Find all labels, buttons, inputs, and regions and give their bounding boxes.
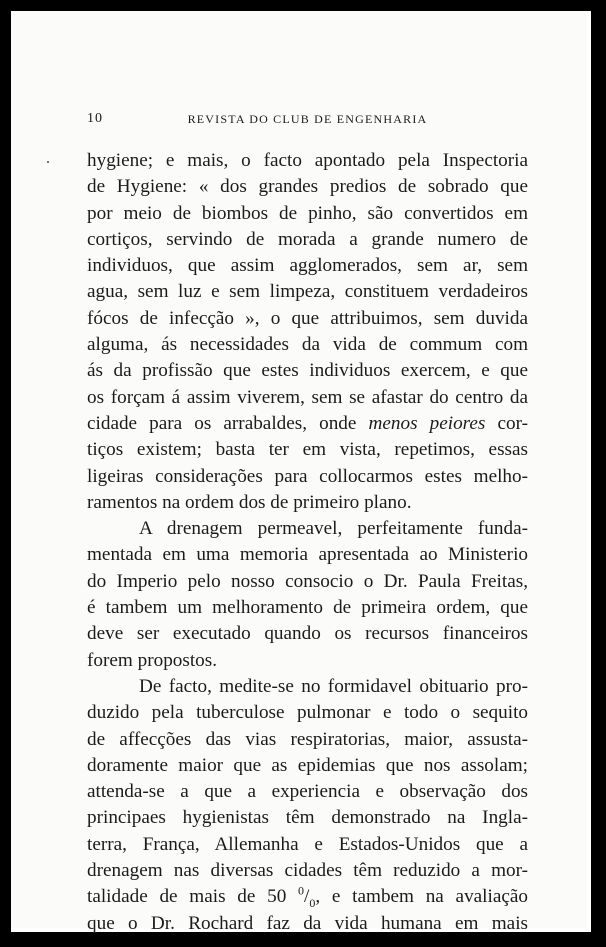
running-title: REVISTA DO CLUB DE ENGENHARIA	[187, 112, 428, 126]
text-line: cortiços, servindo de morada a grande numero de	[87, 228, 528, 250]
paper-speck	[47, 161, 49, 163]
paragraph	[87, 148, 528, 516]
text-line: de affecções das vias respiratorias, maior, assusta-	[87, 728, 528, 750]
book-page	[11, 11, 591, 932]
text-line: de Hygiene: « dos grandes predios de sobrado que	[87, 176, 528, 198]
italic-phrase: menos peiores	[368, 412, 486, 434]
text-line: os forçam á assim viverem, sem se afastar do centro da	[87, 386, 528, 408]
text-line: ligeiras considerações para collocarmos estes melho-	[87, 465, 528, 487]
text-line: individuos, que assim agglomerados, sem ar, sem	[87, 255, 528, 277]
text-line: mentada em uma memoria apresentada ao Ministerio	[87, 544, 528, 566]
text-line	[87, 411, 528, 437]
text-line: attenda-se a que a experiencia e observação dos	[87, 781, 528, 803]
text-line: doramente maior que as epidemias que nos assolam;	[87, 754, 528, 776]
text-line: que o Dr. Rochard faz da vida humana em mais	[87, 912, 528, 934]
text-segment: cor-	[497, 412, 529, 434]
text-line: alguma, ás necessidades da vida de commum com	[87, 334, 528, 356]
text-line: fócos de infecção », o que attribuimos, sem duvida	[87, 307, 528, 329]
paragraph	[87, 516, 528, 674]
percent-sign-bottom: 0	[309, 896, 316, 911]
text-segment: , e tambem na avaliação	[315, 886, 528, 908]
text-line: deve ser executado quando os recursos financeiros	[87, 623, 528, 645]
text-line: duzido pela tuberculose pulmonar e todo o sequito	[87, 702, 528, 724]
text-line: ramentos na ordem dos de primeiro plano.	[87, 491, 412, 513]
text-line: hygiene; e mais, o facto apontado pela Inspectoria	[87, 150, 528, 171]
text-segment: talidade de mais de 50	[87, 886, 287, 908]
text-line: forem propostos.	[87, 649, 218, 671]
text-line: por meio de biombos de pinho, são convertidos em	[87, 202, 528, 224]
page-number: 10	[87, 111, 103, 126]
text-line: A drenagem permeavel, perfeitamente funda-	[139, 518, 528, 540]
text-line: agua, sem luz e sem limpeza, constituem verdadeiros	[87, 281, 528, 303]
page-header	[87, 111, 528, 131]
text-line: do Imperio pelo nosso consocio o Dr. Paula Freitas,	[87, 570, 528, 592]
body-text	[87, 148, 528, 937]
text-line: De facto, medite-se no formidavel obituario pro-	[139, 675, 528, 697]
paragraph	[87, 674, 528, 937]
text-line: é tambem um melhoramento de primeira ordem, que	[87, 597, 528, 619]
text-line: tiços existem; basta ter em vista, repetimos, essas	[87, 439, 528, 461]
text-segment: cidade para os arrabaldes, onde	[87, 412, 357, 434]
text-line: talidade de mais de 50 $^0/_0$, e tambem na avaliação	[87, 883, 528, 911]
percent-sign-top: 0	[298, 883, 305, 898]
text-line: ás da profissão que estes individuos exercem, e que	[87, 360, 528, 382]
text-line: principaes hygienistas têm demonstrado na Ingla-	[87, 807, 528, 829]
text-line: drenagem nas diversas cidades têm reduzido a mor-	[87, 860, 528, 882]
text-line: terra, França, Allemanha e Estados-Unidos que a	[87, 833, 528, 855]
